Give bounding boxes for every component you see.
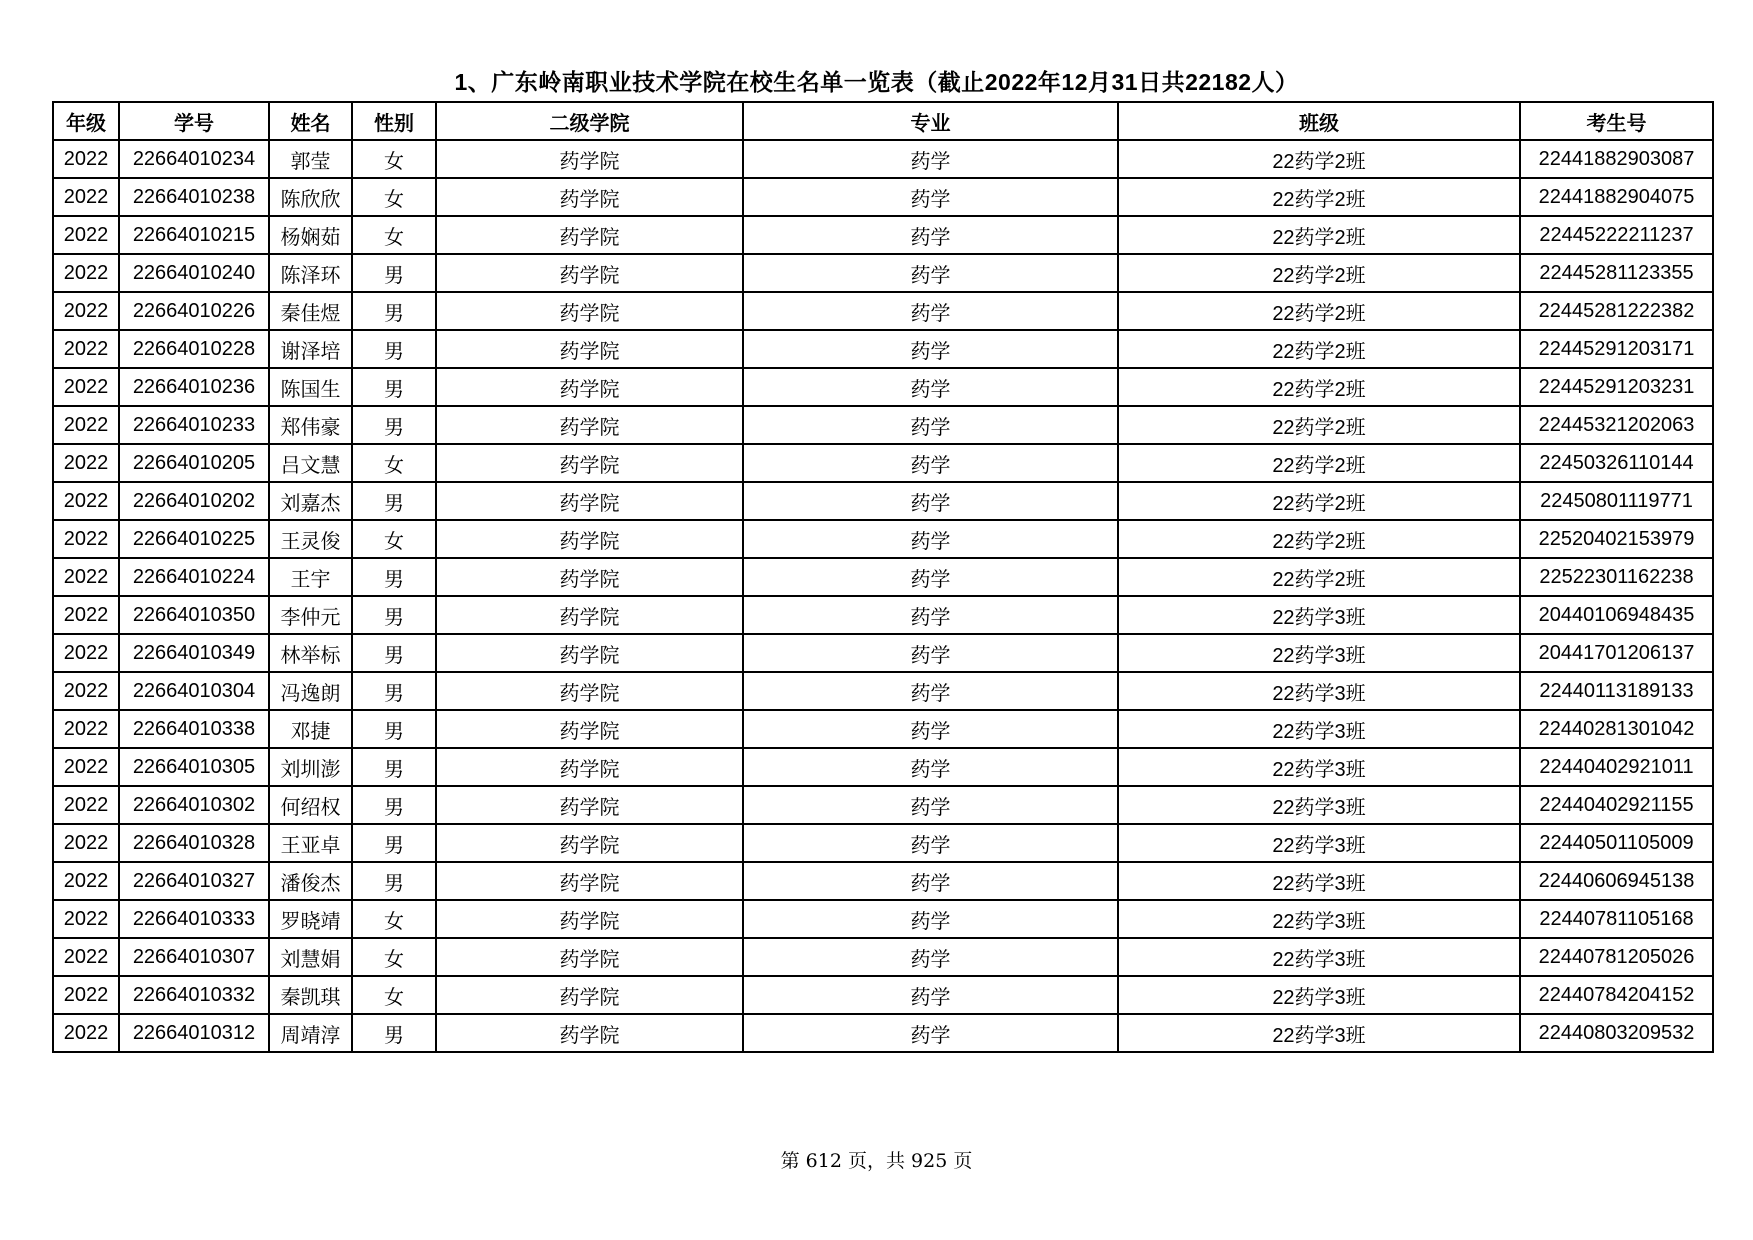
exam-number-cell: 22440784204152 (1520, 976, 1713, 1014)
major-cell: 药学 (743, 900, 1118, 938)
college-cell: 药学院 (436, 938, 743, 976)
student-id-cell: 22664010240 (119, 254, 269, 292)
grade-cell: 2022 (53, 482, 119, 520)
exam-number-cell: 22440281301042 (1520, 710, 1713, 748)
college-cell: 药学院 (436, 558, 743, 596)
student-id-cell: 22664010304 (119, 672, 269, 710)
table-row (53, 710, 1713, 748)
grade-cell: 2022 (53, 558, 119, 596)
college-cell: 药学院 (436, 900, 743, 938)
name-cell: 邓捷 (269, 710, 352, 748)
student-id-cell: 22664010307 (119, 938, 269, 976)
gender-cell: 男 (352, 596, 436, 634)
grade-cell: 2022 (53, 406, 119, 444)
college-cell: 药学院 (436, 140, 743, 178)
gender-cell: 男 (352, 1014, 436, 1052)
grade-cell: 2022 (53, 1014, 119, 1052)
exam-number-cell: 22520402153979 (1520, 520, 1713, 558)
major-cell: 药学 (743, 558, 1118, 596)
table-header-row (53, 102, 1713, 140)
grade-cell: 2022 (53, 444, 119, 482)
student-id-cell: 22664010226 (119, 292, 269, 330)
major-cell: 药学 (743, 938, 1118, 976)
exam-number-cell: 22445291203231 (1520, 368, 1713, 406)
gender-cell: 女 (352, 178, 436, 216)
college-cell: 药学院 (436, 444, 743, 482)
table-row (53, 862, 1713, 900)
exam-number-cell: 22440781105168 (1520, 900, 1713, 938)
college-cell: 药学院 (436, 292, 743, 330)
gender-cell: 男 (352, 406, 436, 444)
college-cell: 药学院 (436, 634, 743, 672)
class-cell: 22药学2班 (1118, 178, 1520, 216)
major-cell: 药学 (743, 748, 1118, 786)
exam-number-cell: 22450801119771 (1520, 482, 1713, 520)
exam-number-cell: 22440113189133 (1520, 672, 1713, 710)
class-cell: 22药学3班 (1118, 976, 1520, 1014)
class-cell: 22药学3班 (1118, 596, 1520, 634)
college-cell: 药学院 (436, 178, 743, 216)
college-cell: 药学院 (436, 786, 743, 824)
grade-cell: 2022 (53, 862, 119, 900)
header-college: 二级学院 (436, 102, 743, 140)
grade-cell: 2022 (53, 596, 119, 634)
student-id-cell: 22664010333 (119, 900, 269, 938)
major-cell: 药学 (743, 368, 1118, 406)
major-cell: 药学 (743, 1014, 1118, 1052)
college-cell: 药学院 (436, 520, 743, 558)
student-id-cell: 22664010349 (119, 634, 269, 672)
class-cell: 22药学2班 (1118, 444, 1520, 482)
college-cell: 药学院 (436, 330, 743, 368)
table-row (53, 520, 1713, 558)
name-cell: 刘圳澎 (269, 748, 352, 786)
table-row (53, 216, 1713, 254)
gender-cell: 男 (352, 482, 436, 520)
class-cell: 22药学2班 (1118, 140, 1520, 178)
exam-number-cell: 22441882904075 (1520, 178, 1713, 216)
student-id-cell: 22664010225 (119, 520, 269, 558)
college-cell: 药学院 (436, 1014, 743, 1052)
major-cell: 药学 (743, 140, 1118, 178)
student-id-cell: 22664010350 (119, 596, 269, 634)
gender-cell: 男 (352, 254, 436, 292)
grade-cell: 2022 (53, 748, 119, 786)
header-gender: 性别 (352, 102, 436, 140)
exam-number-cell: 22440402921155 (1520, 786, 1713, 824)
major-cell: 药学 (743, 634, 1118, 672)
student-id-cell: 22664010238 (119, 178, 269, 216)
name-cell: 杨娴茹 (269, 216, 352, 254)
student-id-cell: 22664010234 (119, 140, 269, 178)
name-cell: 刘慧娟 (269, 938, 352, 976)
student-id-cell: 22664010236 (119, 368, 269, 406)
class-cell: 22药学3班 (1118, 938, 1520, 976)
header-name: 姓名 (269, 102, 352, 140)
major-cell: 药学 (743, 862, 1118, 900)
student-id-cell: 22664010233 (119, 406, 269, 444)
name-cell: 秦佳煜 (269, 292, 352, 330)
exam-number-cell: 22445222211237 (1520, 216, 1713, 254)
exam-number-cell: 22440501105009 (1520, 824, 1713, 862)
table-row (53, 672, 1713, 710)
grade-cell: 2022 (53, 368, 119, 406)
header-grade: 年级 (53, 102, 119, 140)
header-exam-number: 考生号 (1520, 102, 1713, 140)
grade-cell: 2022 (53, 824, 119, 862)
student-id-cell: 22664010205 (119, 444, 269, 482)
table-row (53, 292, 1713, 330)
table-row (53, 786, 1713, 824)
major-cell: 药学 (743, 330, 1118, 368)
gender-cell: 男 (352, 672, 436, 710)
table-row (53, 1014, 1713, 1052)
major-cell: 药学 (743, 710, 1118, 748)
gender-cell: 男 (352, 862, 436, 900)
name-cell: 潘俊杰 (269, 862, 352, 900)
student-id-cell: 22664010305 (119, 748, 269, 786)
college-cell: 药学院 (436, 406, 743, 444)
name-cell: 陈欣欣 (269, 178, 352, 216)
major-cell: 药学 (743, 216, 1118, 254)
table-row (53, 406, 1713, 444)
major-cell: 药学 (743, 976, 1118, 1014)
student-id-cell: 22664010215 (119, 216, 269, 254)
gender-cell: 女 (352, 938, 436, 976)
table-row (53, 140, 1713, 178)
college-cell: 药学院 (436, 368, 743, 406)
college-cell: 药学院 (436, 216, 743, 254)
class-cell: 22药学2班 (1118, 254, 1520, 292)
college-cell: 药学院 (436, 596, 743, 634)
major-cell: 药学 (743, 786, 1118, 824)
name-cell: 冯逸朗 (269, 672, 352, 710)
table-row (53, 178, 1713, 216)
table-row (53, 482, 1713, 520)
grade-cell: 2022 (53, 292, 119, 330)
gender-cell: 男 (352, 292, 436, 330)
college-cell: 药学院 (436, 672, 743, 710)
college-cell: 药学院 (436, 254, 743, 292)
exam-number-cell: 22441882903087 (1520, 140, 1713, 178)
major-cell: 药学 (743, 178, 1118, 216)
student-id-cell: 22664010328 (119, 824, 269, 862)
student-id-cell: 22664010228 (119, 330, 269, 368)
class-cell: 22药学3班 (1118, 672, 1520, 710)
class-cell: 22药学3班 (1118, 748, 1520, 786)
major-cell: 药学 (743, 672, 1118, 710)
college-cell: 药学院 (436, 482, 743, 520)
class-cell: 22药学2班 (1118, 406, 1520, 444)
table-row (53, 330, 1713, 368)
college-cell: 药学院 (436, 824, 743, 862)
student-id-cell: 22664010327 (119, 862, 269, 900)
student-id-cell: 22664010332 (119, 976, 269, 1014)
name-cell: 李仲元 (269, 596, 352, 634)
student-id-cell: 22664010202 (119, 482, 269, 520)
major-cell: 药学 (743, 824, 1118, 862)
table-row (53, 824, 1713, 862)
gender-cell: 男 (352, 748, 436, 786)
table-row (53, 368, 1713, 406)
student-id-cell: 22664010302 (119, 786, 269, 824)
major-cell: 药学 (743, 254, 1118, 292)
major-cell: 药学 (743, 482, 1118, 520)
class-cell: 22药学3班 (1118, 710, 1520, 748)
gender-cell: 男 (352, 558, 436, 596)
gender-cell: 女 (352, 140, 436, 178)
gender-cell: 女 (352, 900, 436, 938)
gender-cell: 男 (352, 786, 436, 824)
gender-cell: 男 (352, 330, 436, 368)
table-row (53, 748, 1713, 786)
college-cell: 药学院 (436, 862, 743, 900)
grade-cell: 2022 (53, 178, 119, 216)
class-cell: 22药学2班 (1118, 482, 1520, 520)
class-cell: 22药学3班 (1118, 1014, 1520, 1052)
student-id-cell: 22664010224 (119, 558, 269, 596)
class-cell: 22药学3班 (1118, 900, 1520, 938)
class-cell: 22药学2班 (1118, 216, 1520, 254)
exam-number-cell: 22445281123355 (1520, 254, 1713, 292)
major-cell: 药学 (743, 406, 1118, 444)
exam-number-cell: 20440106948435 (1520, 596, 1713, 634)
header-student-id: 学号 (119, 102, 269, 140)
exam-number-cell: 22445321202063 (1520, 406, 1713, 444)
grade-cell: 2022 (53, 938, 119, 976)
class-cell: 22药学2班 (1118, 520, 1520, 558)
exam-number-cell: 22445281222382 (1520, 292, 1713, 330)
class-cell: 22药学2班 (1118, 330, 1520, 368)
class-cell: 22药学3班 (1118, 862, 1520, 900)
exam-number-cell: 22450326110144 (1520, 444, 1713, 482)
gender-cell: 男 (352, 634, 436, 672)
major-cell: 药学 (743, 444, 1118, 482)
gender-cell: 女 (352, 444, 436, 482)
student-id-cell: 22664010312 (119, 1014, 269, 1052)
class-cell: 22药学3班 (1118, 824, 1520, 862)
exam-number-cell: 22440781205026 (1520, 938, 1713, 976)
grade-cell: 2022 (53, 900, 119, 938)
table-row (53, 254, 1713, 292)
major-cell: 药学 (743, 596, 1118, 634)
major-cell: 药学 (743, 292, 1118, 330)
name-cell: 王灵俊 (269, 520, 352, 558)
college-cell: 药学院 (436, 710, 743, 748)
grade-cell: 2022 (53, 254, 119, 292)
name-cell: 谢泽培 (269, 330, 352, 368)
grade-cell: 2022 (53, 976, 119, 1014)
name-cell: 郑伟豪 (269, 406, 352, 444)
table-row (53, 938, 1713, 976)
grade-cell: 2022 (53, 672, 119, 710)
student-roster-table (52, 101, 1714, 1053)
class-cell: 22药学2班 (1118, 368, 1520, 406)
name-cell: 王宇 (269, 558, 352, 596)
class-cell: 22药学2班 (1118, 292, 1520, 330)
table-row (53, 444, 1713, 482)
grade-cell: 2022 (53, 634, 119, 672)
page-footer: 第 612 页，共 925 页 (780, 1150, 973, 1172)
table-row (53, 558, 1713, 596)
student-id-cell: 22664010338 (119, 710, 269, 748)
exam-number-cell: 22440803209532 (1520, 1014, 1713, 1052)
name-cell: 林举标 (269, 634, 352, 672)
table-body (53, 140, 1713, 1052)
page-title: 1、广东岭南职业技术学院在校生名单一览表（截止2022年12月31日共22182人） (454, 69, 1299, 95)
class-cell: 22药学2班 (1118, 558, 1520, 596)
grade-cell: 2022 (53, 520, 119, 558)
table-row (53, 976, 1713, 1014)
exam-number-cell: 22440606945138 (1520, 862, 1713, 900)
name-cell: 陈泽环 (269, 254, 352, 292)
college-cell: 药学院 (436, 748, 743, 786)
gender-cell: 女 (352, 216, 436, 254)
exam-number-cell: 22445291203171 (1520, 330, 1713, 368)
name-cell: 何绍权 (269, 786, 352, 824)
name-cell: 秦凯琪 (269, 976, 352, 1014)
grade-cell: 2022 (53, 786, 119, 824)
exam-number-cell: 20441701206137 (1520, 634, 1713, 672)
gender-cell: 女 (352, 976, 436, 1014)
class-cell: 22药学3班 (1118, 634, 1520, 672)
grade-cell: 2022 (53, 710, 119, 748)
gender-cell: 男 (352, 824, 436, 862)
name-cell: 罗晓靖 (269, 900, 352, 938)
exam-number-cell: 22440402921011 (1520, 748, 1713, 786)
table-row (53, 634, 1713, 672)
name-cell: 吕文慧 (269, 444, 352, 482)
college-cell: 药学院 (436, 976, 743, 1014)
gender-cell: 男 (352, 710, 436, 748)
grade-cell: 2022 (53, 330, 119, 368)
gender-cell: 女 (352, 520, 436, 558)
header-major: 专业 (743, 102, 1118, 140)
class-cell: 22药学3班 (1118, 786, 1520, 824)
grade-cell: 2022 (53, 140, 119, 178)
grade-cell: 2022 (53, 216, 119, 254)
exam-number-cell: 22522301162238 (1520, 558, 1713, 596)
table-row (53, 596, 1713, 634)
name-cell: 王亚卓 (269, 824, 352, 862)
name-cell: 刘嘉杰 (269, 482, 352, 520)
gender-cell: 男 (352, 368, 436, 406)
table-row (53, 900, 1713, 938)
major-cell: 药学 (743, 520, 1118, 558)
name-cell: 周靖淳 (269, 1014, 352, 1052)
header-class: 班级 (1118, 102, 1520, 140)
name-cell: 陈国生 (269, 368, 352, 406)
name-cell: 郭莹 (269, 140, 352, 178)
